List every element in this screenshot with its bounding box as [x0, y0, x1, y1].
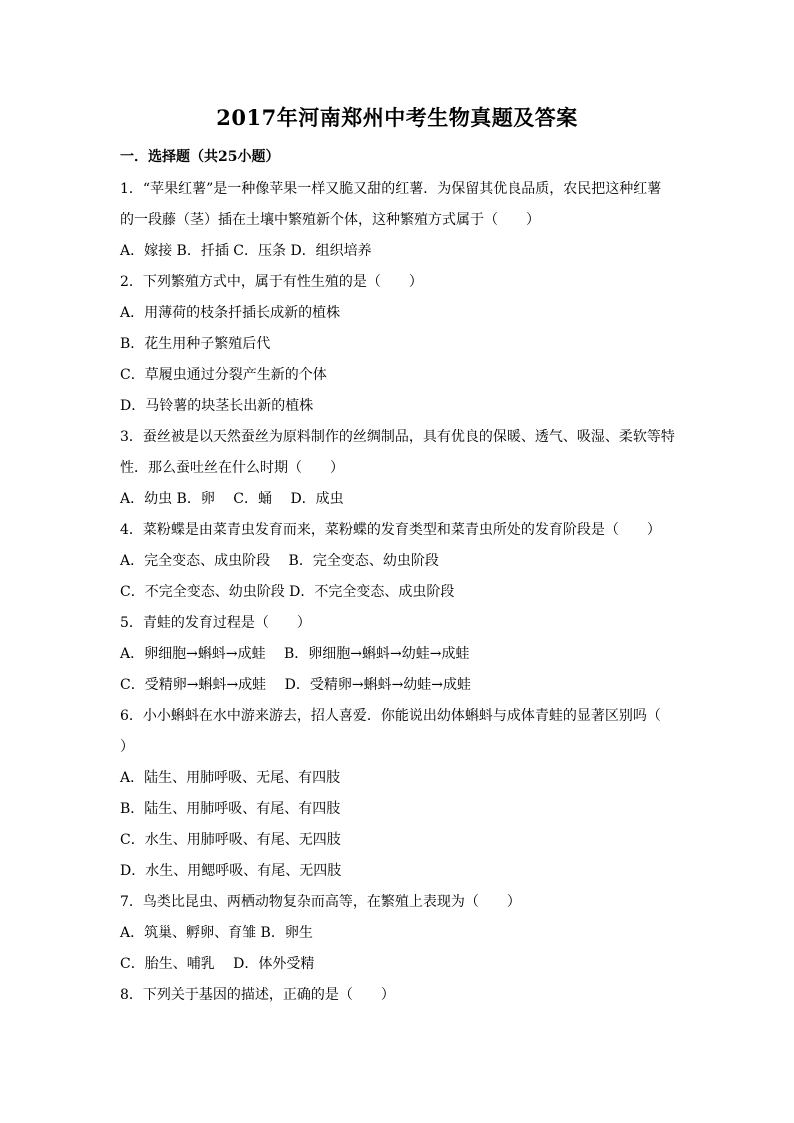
text-line: 7．鸟类比昆虫、两栖动物复杂而高等，在繁殖上表现为（ ）	[120, 894, 521, 910]
text-line: 的一段藤（茎）插在土壤中繁殖新个体，这种繁殖方式属于（ ）	[120, 212, 540, 228]
document-title: 2017年河南郑州中考生物真题及答案	[216, 105, 578, 130]
text-line: A．幼虫 B．卵 C．蛹 D．成虫	[120, 491, 344, 507]
question-text	[120, 174, 680, 1011]
text-line: D．马铃薯的块茎长出新的植株	[120, 398, 314, 414]
text-line: 8．下列关于基因的描述，正确的是（ ）	[120, 987, 395, 1003]
text-line: A．完全变态、成虫阶段 B．完全变态、幼虫阶段	[120, 553, 439, 569]
text-line: 1．“苹果红薯”是一种像苹果一样又脆又甜的红薯．为保留其优良品质，农民把这种红薯	[120, 181, 662, 197]
text-line: 5．青蛙的发育过程是（ ）	[120, 615, 311, 631]
text-line: C．不完全变态、幼虫阶段 D．不完全变态、成虫阶段	[120, 584, 455, 600]
text-line: C．受精卵→蝌蚪→成蛙 D．受精卵→蝌蚪→幼蛙→成蛙	[120, 677, 472, 693]
text-line: B．陆生、用肺呼吸、有尾、有四肢	[120, 801, 341, 817]
text-line: C．草履虫通过分裂产生新的个体	[120, 367, 327, 383]
text-line: B．花生用种子繁殖后代	[120, 336, 271, 352]
text-line: ）	[120, 739, 134, 755]
text-line: 2．下列繁殖方式中，属于有性生殖的是（ ）	[120, 274, 423, 290]
section-heading: 一．选择题（共25小题）	[120, 149, 280, 165]
text-line: C．水生、用肺呼吸、有尾、无四肢	[120, 832, 341, 848]
text-line: A．卵细胞→蝌蚪→成蛙 B．卵细胞→蝌蚪→幼蛙→成蛙	[120, 646, 470, 662]
text-line: A．陆生、用肺呼吸、无尾、有四肢	[120, 770, 341, 786]
text-line: C．胎生、哺乳 D．体外受精	[120, 956, 315, 972]
text-line: A．筑巢、孵卵、育雏 B．卵生	[120, 925, 313, 941]
text-line: A．嫁接 B．扦插 C．压条 D．组织培养	[120, 243, 372, 259]
text-line: 3．蚕丝被是以天然蚕丝为原料制作的丝绸制品，具有优良的保暖、透气、吸湿、柔软等特	[120, 429, 675, 445]
text-line: A．用薄荷的枝条扦插长成新的植株	[120, 305, 341, 321]
text-line: 6．小小蝌蚪在水中游来游去，招人喜爱．你能说出幼体蝌蚪与成体青蛙的显著区别吗（	[120, 708, 661, 724]
text-line: 性．那么蚕吐丝在什么时期（ ）	[120, 460, 344, 476]
text-line: 4．菜粉蝶是由菜青虫发育而来，菜粉蝶的发育类型和菜青虫所处的发育阶段是（ ）	[120, 522, 661, 538]
text-line: D．水生、用鳃呼吸、有尾、无四肢	[120, 863, 342, 879]
